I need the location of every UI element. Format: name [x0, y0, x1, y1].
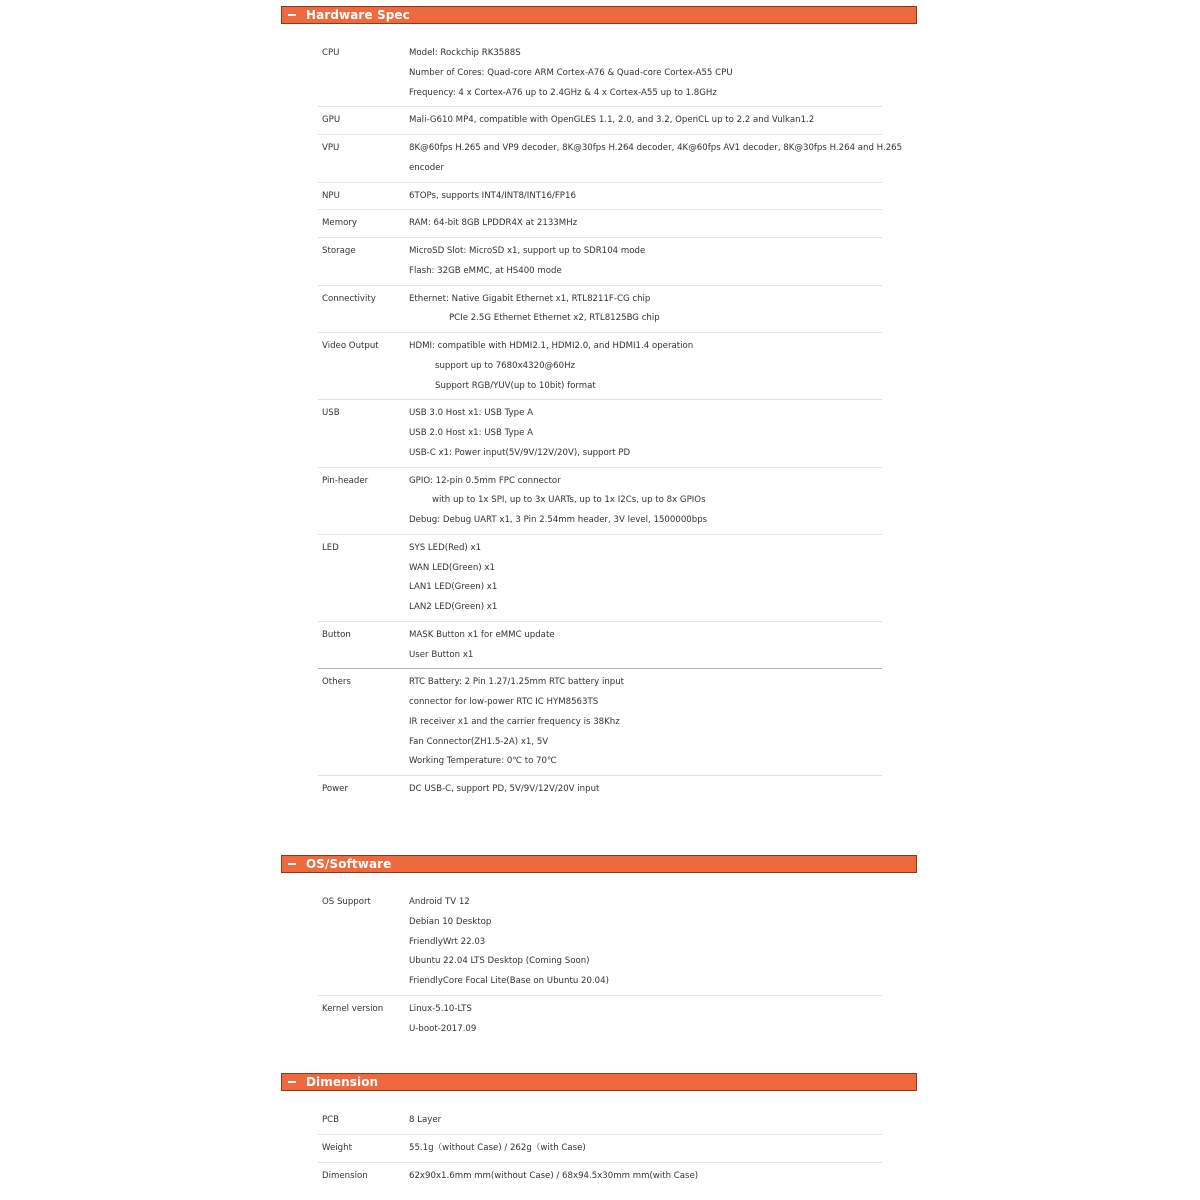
spec-value: MicroSD Slot: MicroSD x1, support up to SDR104 mode — [409, 246, 646, 256]
spec-value: RAM: 64-bit 8GB LPDDR4X at 2133MHz — [409, 218, 578, 229]
spec-value: support up to 7680x4320@60Hz — [435, 360, 576, 371]
section-title: OS/Software — [306, 857, 392, 871]
spec-label: CPU — [322, 48, 340, 58]
spec-value: 62x90x1.6mm mm(without Case) / 68x94.5x30mm mm(with Case) — [409, 1170, 699, 1181]
spec-value: Number of Cores: Quad-core ARM Cortex-A76 & Quad-core Cortex-A55 CPU — [409, 67, 733, 78]
spec-label: USB — [322, 408, 340, 419]
spec-value: Ubuntu 22.04 LTS Desktop (Coming Soon) — [409, 956, 590, 967]
spec-value: Ethernet: Native Gigabit Ethernet x1, RTL8211F-CG chip — [409, 293, 651, 304]
spec-value: Working Temperature: 0℃ to 70℃ — [409, 756, 557, 767]
spec-row-memory — [318, 210, 882, 238]
spec-value: 6TOPs, supports INT4/INT8/INT16/FP16 — [409, 190, 576, 201]
spec-label: Power — [322, 784, 348, 794]
spec-value: Mali-G610 MP4, compatible with OpenGLES 1.1, 2.0, and 3.2, OpenCL up to 2.2 and Vulkan1.2 — [409, 115, 815, 126]
spec-value: LAN2 LED(Green) x1 — [409, 602, 498, 612]
spec-value: Flash: 32GB eMMC, at HS400 mode — [409, 265, 562, 276]
spec-value: HDMI: compatible with HDMI2.1, HDMI2.0, and HDMI1.4 operation — [409, 341, 694, 351]
spec-label: OS Support — [322, 897, 371, 907]
spec-value: MASK Button x1 for eMMC update — [409, 629, 555, 640]
spec-value: IR receiver x1 and the carrier frequency is 38Khz — [409, 716, 620, 727]
spec-value: FriendlyWrt 22.03 — [409, 936, 486, 947]
spec-row-video-output — [318, 333, 882, 400]
spec-row-npu — [318, 183, 882, 211]
spec-value: Debug: Debug UART x1, 3 Pin 2.54mm header, 3V level, 1500000bps — [409, 515, 708, 525]
spec-label: LED — [322, 542, 339, 553]
spec-value: USB 2.0 Host x1: USB Type A — [409, 428, 533, 438]
spec-value: USB-C x1: Power input(5V/9V/12V/20V), support PD — [409, 447, 631, 458]
spec-row-vpu — [318, 135, 903, 183]
spec-value: connector for low-power RTC IC HYM8563TS — [409, 697, 599, 707]
section-header-hardware-spec[interactable] — [281, 6, 917, 24]
spec-label: NPU — [322, 190, 340, 201]
spec-row-cpu — [318, 40, 882, 107]
spec-label: Memory — [322, 218, 357, 229]
spec-row-led — [318, 535, 882, 622]
section-title: Hardware Spec — [306, 8, 410, 22]
spec-row-storage — [318, 238, 882, 286]
collapse-minus-icon[interactable] — [288, 1081, 296, 1083]
spec-label: Video Output — [322, 341, 379, 351]
spec-value: with up to 1x SPI, up to 3x UARTs, up to 1x I2Cs, up to 8x GPIOs — [432, 495, 706, 506]
spec-row-dimension — [318, 1163, 882, 1190]
spec-table-dimension — [318, 1107, 882, 1189]
spec-value: PCIe 2.5G Ethernet Ethernet x2, RTL8125BG chip — [449, 313, 660, 324]
spec-value: Debian 10 Desktop — [409, 916, 492, 927]
spec-table-os-software — [318, 889, 882, 1042]
spec-row-os-support — [318, 889, 882, 996]
spec-label: GPU — [322, 115, 341, 126]
section-title: Dimension — [306, 1075, 379, 1089]
spec-row-gpu — [318, 107, 882, 135]
spec-label: Weight — [322, 1142, 352, 1153]
spec-value: WAN LED(Green) x1 — [409, 562, 495, 573]
spec-value: 55.1g（without Case) / 262g（with Case) — [409, 1142, 586, 1153]
collapse-minus-icon[interactable] — [288, 863, 296, 865]
spec-value: RTC Battery: 2 Pin 1.27/1.25mm RTC battery input — [409, 677, 625, 688]
spec-value: GPIO: 12-pin 0.5mm FPC connector — [409, 475, 561, 486]
spec-label: Pin-header — [322, 475, 369, 486]
spec-value: Support RGB/YUV(up to 10bit) format — [435, 380, 596, 391]
spec-value: Android TV 12 — [409, 897, 470, 907]
spec-label: Kernel version — [322, 1003, 384, 1014]
spec-value: encoder — [409, 162, 444, 173]
spec-label: Storage — [322, 246, 356, 256]
spec-value: Model: Rockchip RK3588S — [409, 48, 521, 58]
spec-row-pcb — [318, 1107, 882, 1135]
spec-value: SYS LED(Red) x1 — [409, 542, 482, 553]
spec-row-weight — [318, 1135, 882, 1163]
spec-value: DC USB-C, support PD, 5V/9V/12V/20V input — [409, 784, 600, 794]
collapse-minus-icon[interactable] — [288, 14, 296, 16]
spec-label: PCB — [322, 1115, 340, 1125]
spec-value: Fan Connector(ZH1.5-2A) x1, 5V — [409, 736, 549, 747]
spec-value: U-boot-2017.09 — [409, 1023, 477, 1034]
section-header-dimension[interactable] — [281, 1073, 917, 1091]
spec-label: Button — [322, 629, 351, 640]
spec-table-hardware — [318, 40, 903, 803]
spec-row-usb — [318, 400, 882, 467]
spec-value: Frequency: 4 x Cortex-A76 up to 2.4GHz & 4 x Cortex-A55 up to 1.8GHz — [409, 87, 717, 98]
spec-label: Dimension — [322, 1170, 368, 1181]
spec-value: LAN1 LED(Green) x1 — [409, 582, 498, 593]
spec-row-others — [318, 669, 882, 776]
spec-value: FriendlyCore Focal Lite(Base on Ubuntu 20.04) — [409, 976, 609, 986]
spec-label: VPU — [322, 143, 340, 153]
spec-row-connectivity — [318, 286, 882, 334]
spec-label: Connectivity — [322, 293, 376, 304]
spec-value: 8K@60fps H.265 and VP9 decoder, 8K@30fps H.264 decoder, 4K@60fps AV1 decoder, 8K@30fps H.264 and H.265 — [409, 143, 903, 153]
spec-value: User Button x1 — [409, 649, 474, 660]
spec-row-kernel-version — [318, 996, 882, 1043]
spec-row-power — [318, 776, 882, 803]
spec-value: 8 Layer — [409, 1115, 442, 1125]
spec-row-button — [318, 622, 882, 670]
spec-label: Others — [322, 677, 351, 688]
section-header-os-software[interactable] — [281, 855, 917, 873]
spec-value: USB 3.0 Host x1: USB Type A — [409, 408, 533, 419]
spec-row-pin-header — [318, 468, 882, 535]
spec-value: Linux-5.10-LTS — [409, 1003, 472, 1014]
